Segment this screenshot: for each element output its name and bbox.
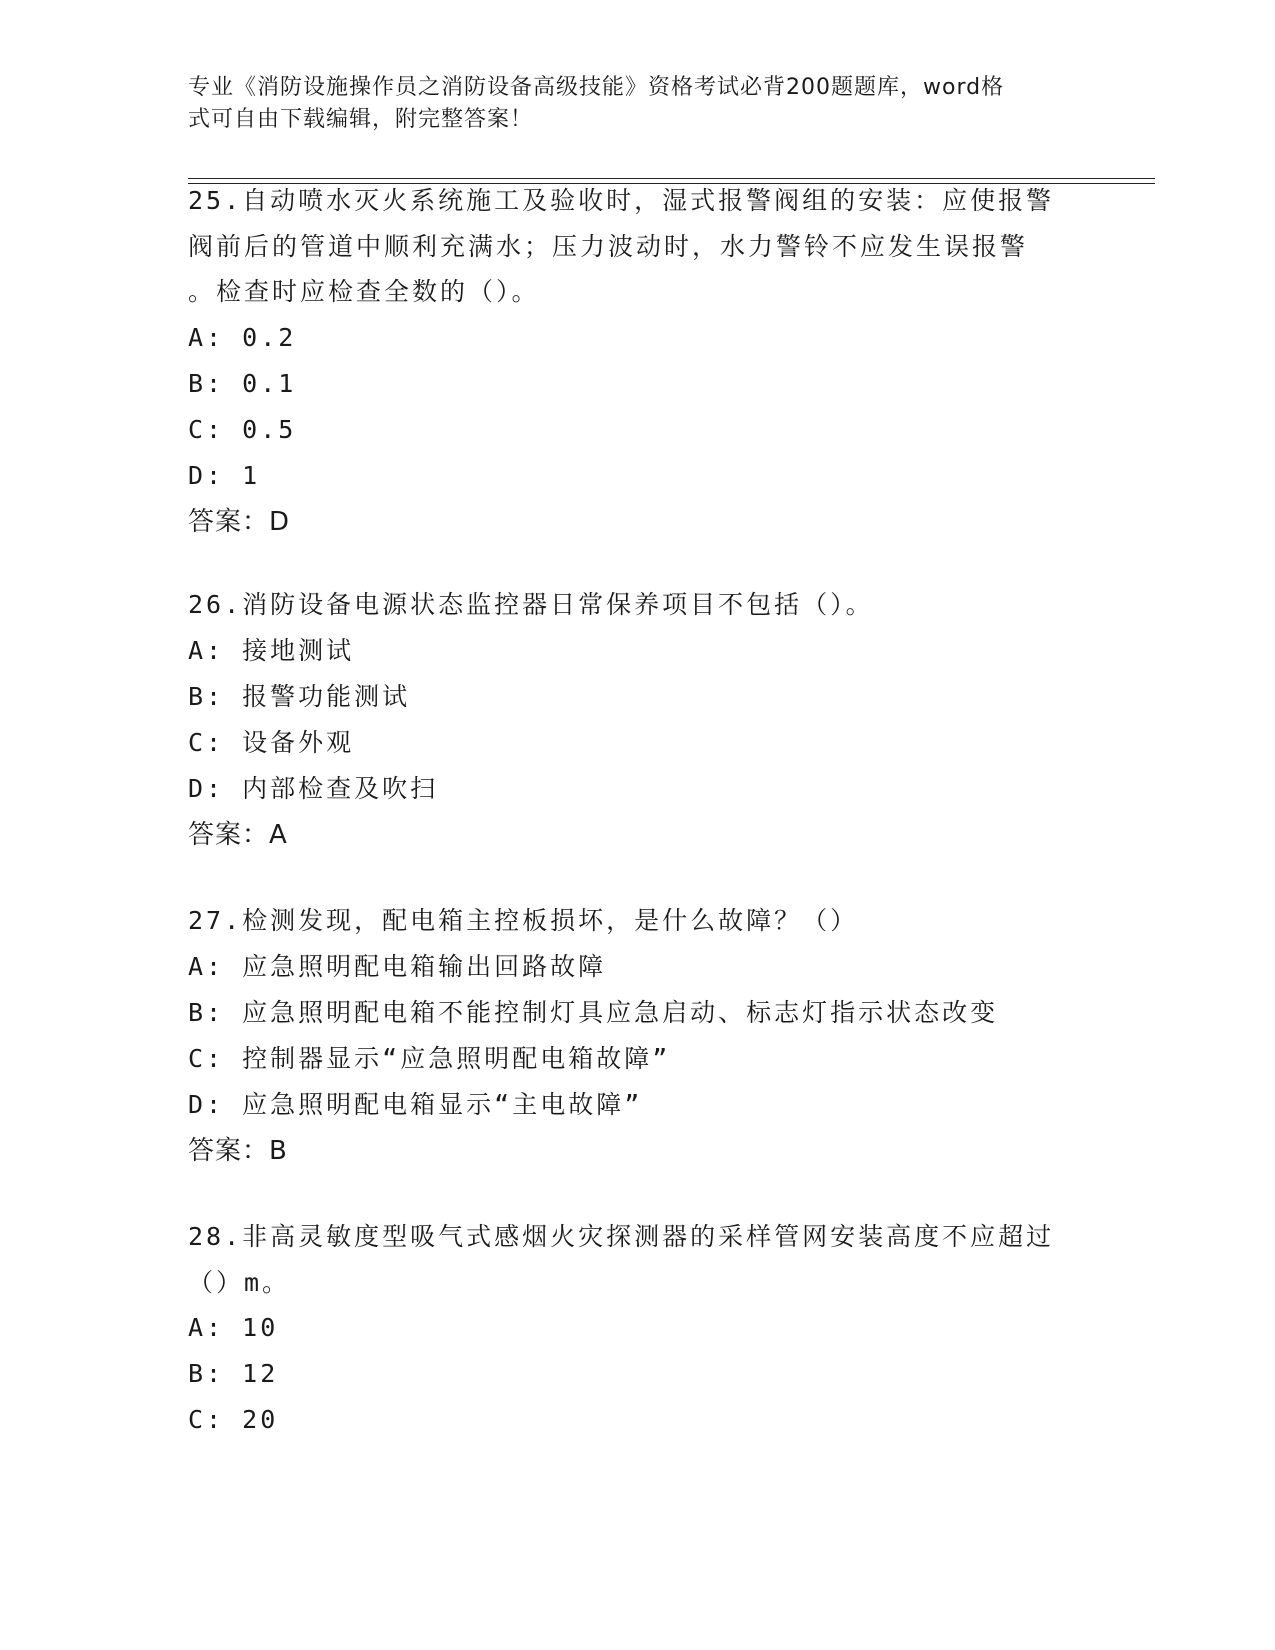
option-d: D: 应急照明配电箱显示“主电故障” [188,1089,643,1119]
header-line-2: 式可自由下载编辑，附完整答案！ [188,107,534,132]
question-25 [188,178,1088,545]
option-b: B: 0.1 [188,368,297,398]
option-a: A: 接地测试 [188,635,355,665]
option-b: B: 12 [188,1359,279,1388]
stem-line: 28.非高灵敏度型吸气式感烟火灾探测器的采样管网安装高度不应超过 [188,1222,1055,1251]
option-a: A: 0.2 [188,322,297,352]
option-b: B: 报警功能测试 [188,681,411,711]
stem-line: 26.消防设备电源状态监控器日常保养项目不包括（）。 [188,590,874,619]
answer: 答案：A [188,819,288,850]
stem-line: 25.自动喷水灭火系统施工及验收时，湿式报警阀组的安装：应使报警 [188,186,1055,215]
option-c: C: 20 [188,1405,279,1434]
option-c: C: 0.5 [188,414,297,444]
stem-line: 。检查时应检查全数的（）。 [188,277,540,306]
option-b: B: 应急照明配电箱不能控制灯具应急启动、标志灯指示状态改变 [188,997,999,1027]
option-c: C: 控制器显示“应急照明配电箱故障” [188,1043,671,1073]
option-a: A: 10 [188,1313,279,1342]
question-stem [188,178,1088,315]
option-a: A: 应急照明配电箱输出回路故障 [188,951,607,981]
document-header [188,72,1088,136]
question-stem [188,898,1088,944]
option-d: D: 内部检查及吹扫 [188,773,439,803]
question-stem [188,1214,1088,1305]
question-26 [188,582,1088,858]
stem-line: 阀前后的管道中顺利充满水；压力波动时，水力警铃不应发生误报警 [188,231,1029,261]
question-27 [188,898,1088,1174]
option-d: D: 1 [188,460,261,490]
header-line-1: 专业《消防设施操作员之消防设备高级技能》资格考试必背200题题库，word格 [188,75,1005,100]
stem-line: （）m。 [188,1267,291,1297]
stem-line: 27.检测发现，配电箱主控板损坏，是什么故障？（） [188,906,859,935]
question-28 [188,1214,1088,1443]
answer: 答案：B [188,1135,288,1166]
question-stem [188,582,1088,628]
answer: 答案：D [188,506,291,537]
option-c: C: 设备外观 [188,727,355,757]
